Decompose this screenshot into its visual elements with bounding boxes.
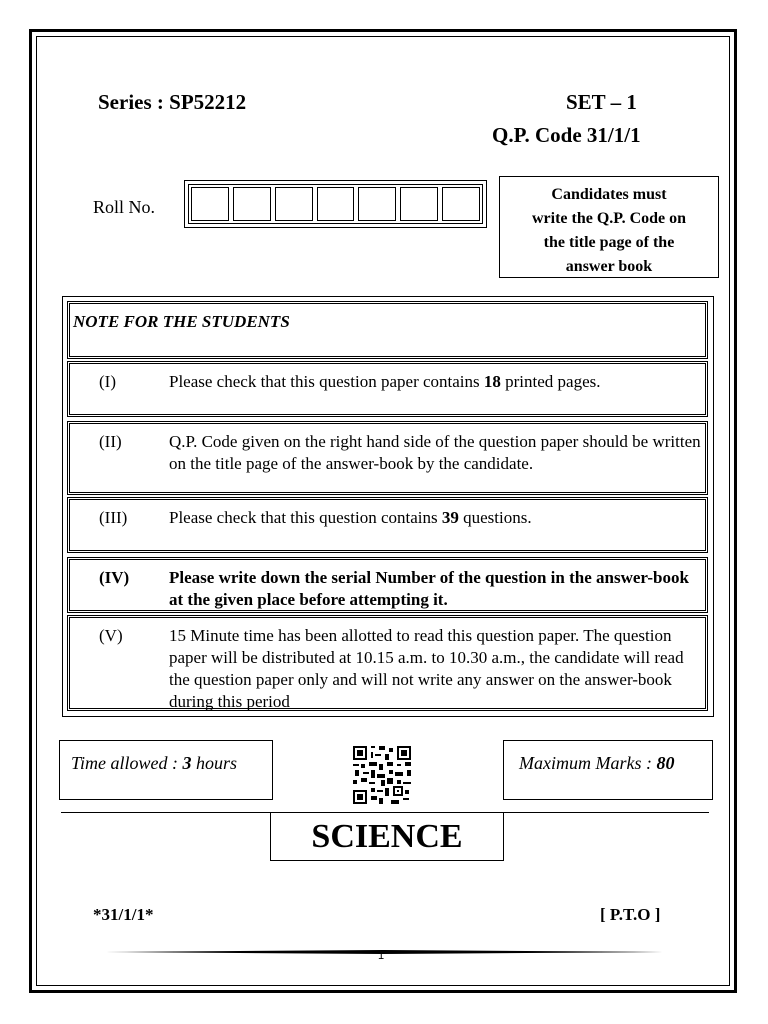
note-text: Please write down the serial Number of the question in the answer-book at the given place before attempting it. xyxy=(169,568,689,609)
candidates-line: answer book xyxy=(565,258,653,275)
note-item xyxy=(67,497,708,553)
note-text: Please check that this question contains 39 questions. xyxy=(169,508,532,527)
qp-code-label: Q.P. Code 31/1/1 xyxy=(492,123,641,147)
subject-title: SCIENCE xyxy=(270,812,504,861)
roll-cell[interactable] xyxy=(317,187,355,221)
notes-panel xyxy=(62,296,714,717)
roll-no-label: Roll No. xyxy=(93,197,156,217)
note-number: (III) xyxy=(99,508,128,527)
footer-rule xyxy=(105,941,663,945)
candidates-line: write the Q.P. Code on xyxy=(531,210,687,227)
pto-label: [ P.T.O ] xyxy=(600,905,661,924)
roll-cell[interactable] xyxy=(358,187,396,221)
maximum-marks-box xyxy=(503,740,713,800)
set-label: SET – 1 xyxy=(566,90,637,114)
page-number: 1 xyxy=(378,950,385,962)
roll-cell[interactable] xyxy=(442,187,480,221)
note-text: Q.P. Code given on the right hand side of the question paper should be written on the title page of the answer-book by the candidate. xyxy=(169,432,701,473)
candidates-line: the title page of the xyxy=(543,234,675,251)
note-number: (IV) xyxy=(99,568,130,587)
roll-cell[interactable] xyxy=(233,187,271,221)
roll-number-boxes[interactable] xyxy=(184,180,487,228)
note-item xyxy=(67,421,708,495)
candidates-line: Candidates must xyxy=(551,186,667,203)
roll-cell[interactable] xyxy=(275,187,313,221)
series-label: Series : SP52212 xyxy=(98,90,247,114)
maximum-marks-text: Maximum Marks : 80 xyxy=(519,753,675,773)
note-text: Please check that this question paper contains 18 printed pages. xyxy=(169,372,601,391)
note-number: (V) xyxy=(99,626,123,645)
roll-cell[interactable] xyxy=(191,187,229,221)
roll-cell[interactable] xyxy=(400,187,438,221)
note-item xyxy=(67,615,708,711)
note-text: 15 Minute time has been allotted to read this question paper. The question paper will be distributed at 10.15 a.m. to 10.30 a.m., the candidate will read the question paper only and will not write any answer on the answer-book during this period xyxy=(169,626,684,711)
note-number: (II) xyxy=(99,432,122,451)
qr-code-icon xyxy=(353,746,411,804)
notes-heading-row xyxy=(67,301,708,359)
note-item xyxy=(67,361,708,417)
note-item xyxy=(67,557,708,613)
time-allowed-text: Time allowed : 3 hours xyxy=(71,753,238,773)
footer-code: *31/1/1* xyxy=(93,905,154,924)
time-allowed-box xyxy=(59,740,273,800)
notes-heading: NOTE FOR THE STUDENTS xyxy=(73,312,290,331)
note-number: (I) xyxy=(99,372,116,391)
candidates-instruction-box xyxy=(499,176,719,278)
